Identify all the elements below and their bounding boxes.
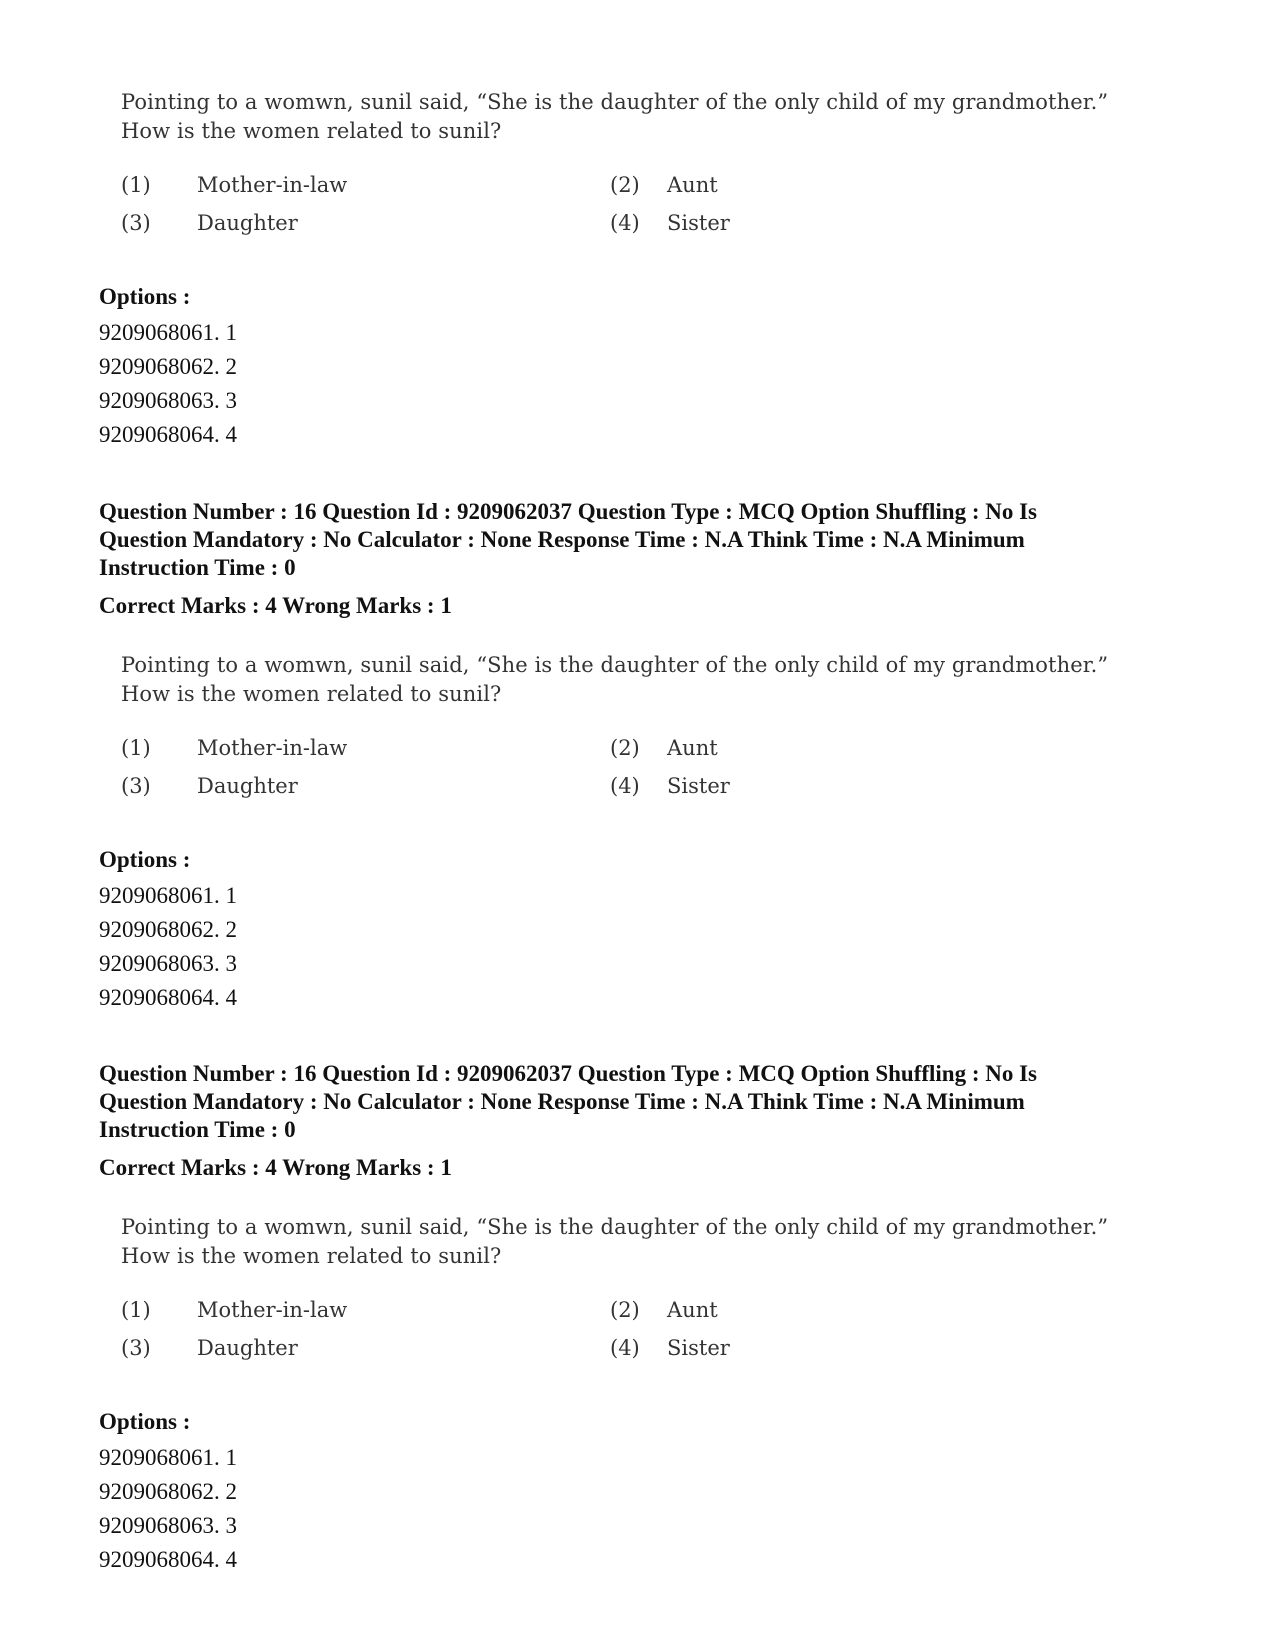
- choice-number: (3): [121, 1336, 151, 1360]
- question-text-line: Pointing to a womwn, sunil said, “She is the daughter of the only child of my grandmother.”: [121, 1215, 1109, 1239]
- choice-label: Sister: [667, 774, 730, 798]
- choice-label: Daughter: [197, 211, 298, 235]
- option-item: 9209068063. 3: [99, 1513, 237, 1538]
- answer-choice: [610, 204, 730, 242]
- choice-number: (4): [610, 1336, 640, 1360]
- options-list: [99, 316, 237, 452]
- option-item: 9209068063. 3: [99, 388, 237, 413]
- answer-choice: [610, 729, 718, 767]
- answer-choice: [610, 166, 718, 204]
- choice-label: Daughter: [197, 1336, 298, 1360]
- choice-number: (2): [610, 1298, 640, 1322]
- option-item: 9209068064. 4: [99, 1547, 237, 1572]
- marks-line: Correct Marks : 4 Wrong Marks : 1: [99, 1155, 452, 1180]
- choice-label: Mother-in-law: [197, 736, 348, 760]
- choice-label: Aunt: [667, 173, 718, 197]
- option-item: 9209068061. 1: [99, 883, 237, 908]
- choice-label: Mother-in-law: [197, 1298, 348, 1322]
- answer-choices: [121, 166, 1121, 242]
- question-meta-line: Question Mandatory : No Calculator : None Response Time : N.A Think Time : N.A Minimum: [99, 527, 1025, 552]
- choice-number: (2): [610, 736, 640, 760]
- option-item: 9209068062. 2: [99, 917, 237, 942]
- answer-choice: [121, 1329, 298, 1367]
- option-item: 9209068062. 2: [99, 354, 237, 379]
- question-meta: [99, 1060, 1179, 1144]
- answer-choice: [121, 767, 298, 805]
- options-heading: Options :: [99, 1409, 191, 1434]
- choice-number: (3): [121, 774, 151, 798]
- choice-label: Aunt: [667, 1298, 718, 1322]
- option-item: 9209068064. 4: [99, 422, 237, 447]
- answer-choice: [610, 1291, 718, 1329]
- question-text-image: [121, 1213, 1121, 1367]
- choice-label: Sister: [667, 1336, 730, 1360]
- choice-number: (3): [121, 211, 151, 235]
- answer-choices: [121, 729, 1121, 805]
- marks-line: Correct Marks : 4 Wrong Marks : 1: [99, 593, 452, 618]
- option-item: 9209068064. 4: [99, 985, 237, 1010]
- choice-number: (1): [121, 736, 151, 760]
- question-text-image: [121, 651, 1121, 805]
- option-item: 9209068061. 1: [99, 320, 237, 345]
- choice-label: Aunt: [667, 736, 718, 760]
- answer-choice: [610, 767, 730, 805]
- option-item: 9209068061. 1: [99, 1445, 237, 1470]
- question-meta-line: Question Mandatory : No Calculator : None Response Time : N.A Think Time : N.A Minimum: [99, 1089, 1025, 1114]
- choice-label: Mother-in-law: [197, 173, 348, 197]
- choice-number: (4): [610, 774, 640, 798]
- question-text-image: [121, 88, 1121, 242]
- option-item: 9209068063. 3: [99, 951, 237, 976]
- choice-number: (1): [121, 1298, 151, 1322]
- options-heading: Options :: [99, 847, 191, 872]
- choice-label: Sister: [667, 211, 730, 235]
- choice-label: Daughter: [197, 774, 298, 798]
- answer-choice: [121, 1291, 347, 1329]
- answer-choice: [121, 204, 298, 242]
- question-meta-line: Instruction Time : 0: [99, 555, 296, 580]
- answer-choices: [121, 1291, 1121, 1367]
- answer-choice: [610, 1329, 730, 1367]
- question-text-line: How is the women related to sunil?: [121, 682, 502, 706]
- answer-choice: [121, 166, 347, 204]
- question-meta-line: Question Number : 16 Question Id : 9209062037 Question Type : MCQ Option Shuffling : No Is: [99, 499, 1038, 524]
- question-text-line: How is the women related to sunil?: [121, 1244, 502, 1268]
- question-text-line: Pointing to a womwn, sunil said, “She is the daughter of the only child of my grandmother.”: [121, 653, 1109, 677]
- options-list: [99, 1441, 237, 1577]
- options-heading: Options :: [99, 284, 191, 309]
- choice-number: (4): [610, 211, 640, 235]
- question-meta-line: Instruction Time : 0: [99, 1117, 296, 1142]
- answer-choice: [121, 729, 347, 767]
- option-item: 9209068062. 2: [99, 1479, 237, 1504]
- question-meta-line: Question Number : 16 Question Id : 9209062037 Question Type : MCQ Option Shuffling : No Is: [99, 1061, 1038, 1086]
- choice-number: (1): [121, 173, 151, 197]
- choice-number: (2): [610, 173, 640, 197]
- question-text-line: Pointing to a womwn, sunil said, “She is the daughter of the only child of my grandmother.”: [121, 90, 1109, 114]
- question-meta: [99, 498, 1179, 582]
- question-text-line: How is the women related to sunil?: [121, 119, 502, 143]
- options-list: [99, 879, 237, 1015]
